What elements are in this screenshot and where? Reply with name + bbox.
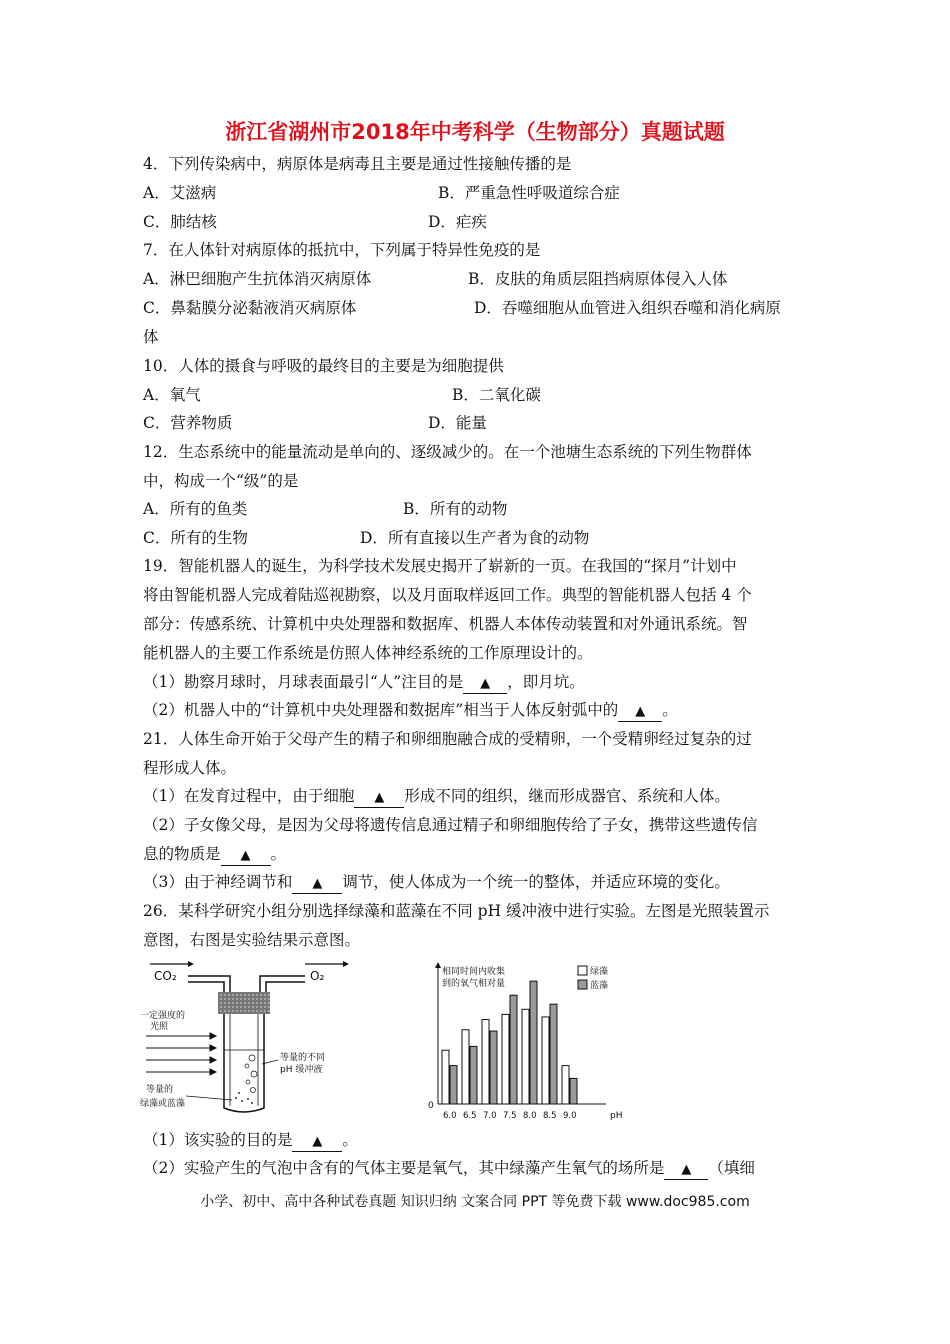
x-tick-label: 8.0 bbox=[523, 1111, 537, 1121]
bar-blue-algae-ph-8.0 bbox=[530, 981, 537, 1104]
q10-option-d: D．能量 bbox=[428, 414, 487, 432]
algae-label-line2: 绿藻或蓝藻 bbox=[140, 1099, 186, 1109]
q26-part2-blank[interactable] bbox=[664, 1159, 708, 1180]
q19-part2-text: （2）机器人中的“计算机中央处理器和数据库”相当于人体反射弧中的 bbox=[143, 701, 619, 719]
q26-part2-text: （2）实验产生的气泡中含有的气体主要是氧气，其中绿藻产生氧气的场所是 bbox=[143, 1159, 665, 1177]
q26-stem-line1: 26．某科学研究小组分别选择绿藻和蓝藻在不同 pH 缓冲液中进行实验。左图是光照装置示 bbox=[143, 902, 770, 920]
q19-stem-line2: 将由智能机器人完成着陆巡视勘察，以及月面取样返回工作。典型的智能机器人包括 4 个 bbox=[143, 586, 752, 604]
answer-blank-triangle-icon: ▲ bbox=[635, 704, 646, 719]
answer-blank-triangle-icon: ▲ bbox=[480, 676, 491, 691]
q26-part1 bbox=[143, 1130, 358, 1152]
bar-green-algae-ph-7.0 bbox=[482, 1020, 489, 1104]
x-tick-label: 7.5 bbox=[503, 1111, 517, 1121]
q21-stem-line2: 程形成人体。 bbox=[143, 759, 237, 777]
light-arrows bbox=[146, 1033, 216, 1075]
bar-green-algae-ph-7.5 bbox=[502, 1014, 509, 1104]
chart-ylabel-line1: 相同时间内收集 bbox=[442, 967, 506, 977]
q12-stem-line1: 12．生态系统中的能量流动是单向的、逐级减少的。在一个池塘生态系统的下列生物群体 bbox=[143, 443, 752, 461]
legend-swatch-green-algae bbox=[578, 966, 587, 975]
bar-blue-algae-ph-6.5 bbox=[470, 1046, 477, 1104]
q21-part1-text: （1）在发育过程中，由于细胞 bbox=[143, 787, 355, 805]
o2-label: O₂ bbox=[310, 969, 325, 983]
q21-part1 bbox=[143, 786, 730, 808]
q10-option-a: A．氧气 bbox=[143, 386, 201, 404]
q19-part1 bbox=[143, 672, 585, 694]
q12-option-d: D．所有直接以生产者为食的动物 bbox=[360, 529, 590, 547]
q19-part2-text-end: 。 bbox=[662, 701, 678, 719]
q12-option-a: A．所有的鱼类 bbox=[143, 500, 248, 518]
q7-option-c: C．鼻黏膜分泌黏液消灭病原体 bbox=[143, 299, 357, 317]
chart-xlabel: pH bbox=[610, 1111, 623, 1121]
q4-option-b: B．严重急性呼吸道综合症 bbox=[438, 184, 620, 202]
bar-blue-algae-ph-7.0 bbox=[490, 1031, 497, 1104]
chart-bars bbox=[442, 981, 577, 1104]
q21-part1-text-end: 形成不同的组织，继而形成器官、系统和人体。 bbox=[404, 787, 730, 805]
q12-option-b: B．所有的动物 bbox=[403, 500, 508, 518]
q19-part1-blank[interactable] bbox=[463, 673, 507, 694]
q21-part2-line1: （2）子女像父母，是因为父母将遗传信息通过精子和卵细胞传给了子女，携带这些遗传信 bbox=[143, 816, 758, 834]
q21-part2-blank[interactable] bbox=[221, 845, 271, 866]
stopper-texture bbox=[218, 992, 270, 1014]
q4-stem: 4．下列传染病中，病原体是病毒且主要是通过性接触传播的是 bbox=[143, 155, 572, 173]
legend-label-blue-algae: 蓝藻 bbox=[590, 981, 609, 991]
answer-blank-triangle-icon: ▲ bbox=[312, 876, 323, 891]
chart-tick-labels bbox=[443, 1111, 577, 1121]
bar-green-algae-ph-9.0 bbox=[562, 1066, 569, 1104]
buffer-label-line1: 等量的不同 bbox=[280, 1053, 326, 1063]
q21-stem-line1: 21．人体生命开始于父母产生的精子和卵细胞融合成的受精卵，一个受精卵经过复杂的过 bbox=[143, 730, 752, 748]
q21-part2-text-end: 。 bbox=[270, 845, 287, 863]
q19-part1-text-end: ，即月坑。 bbox=[507, 673, 585, 691]
bar-blue-algae-ph-9.0 bbox=[570, 1078, 577, 1104]
oxygen-ph-bar-chart bbox=[420, 958, 635, 1128]
q26-part2 bbox=[143, 1158, 755, 1180]
x-tick-label: 6.5 bbox=[463, 1111, 477, 1121]
q21-part1-blank[interactable] bbox=[354, 787, 404, 808]
q26-part1-blank[interactable] bbox=[292, 1131, 342, 1152]
bar-blue-algae-ph-8.5 bbox=[550, 1004, 557, 1104]
q26-part1-text-end: 。 bbox=[342, 1131, 358, 1149]
q12-stem-line2: 中，构成一个“级”的是 bbox=[143, 472, 299, 490]
q7-option-b: B．皮肤的角质层阻挡病原体侵入人体 bbox=[468, 270, 728, 288]
bar-blue-algae-ph-6.0 bbox=[450, 1066, 457, 1104]
x-tick-label: 7.0 bbox=[483, 1111, 497, 1121]
bar-green-algae-ph-6.5 bbox=[462, 1030, 469, 1104]
answer-blank-triangle-icon: ▲ bbox=[681, 1162, 692, 1177]
q19-part1-text: （1）勘察月球时，月球表面最引“人”注目的是 bbox=[143, 673, 464, 691]
q4-option-a: A．艾滋病 bbox=[143, 184, 217, 202]
q19-stem-line1: 19．智能机器人的诞生，为科学技术发展史揭开了崭新的一页。在我国的“探月”计划中 bbox=[143, 557, 737, 575]
q7-option-d: D．吞噬细胞从血管进入组织吞噬和消化病原 bbox=[474, 299, 781, 317]
q21-part3 bbox=[143, 872, 730, 894]
light-label-line1: 一定强度的 bbox=[140, 1011, 186, 1021]
answer-blank-triangle-icon: ▲ bbox=[374, 790, 385, 805]
q4-option-c: C．肺结核 bbox=[143, 213, 217, 231]
chart-ylabel-line2: 到的氧气相对量 bbox=[442, 979, 506, 989]
o2-outlet bbox=[260, 961, 349, 1002]
bar-green-algae-ph-8.0 bbox=[522, 1009, 529, 1104]
q19-stem-line4: 能机器人的主要工作系统是仿照人体神经系统的工作原理设计的。 bbox=[143, 644, 593, 662]
q26-stem-line2: 意图，右图是实验结果示意图。 bbox=[143, 931, 361, 949]
q19-part2-blank[interactable] bbox=[618, 701, 662, 722]
algae-label-line1: 等量的 bbox=[146, 1085, 174, 1095]
q7-stem: 7．在人体针对病原体的抵抗中，下列属于特异性免疫的是 bbox=[143, 241, 541, 259]
q12-option-c: C．所有的生物 bbox=[143, 529, 248, 547]
answer-blank-triangle-icon: ▲ bbox=[240, 848, 251, 863]
q19-part2 bbox=[143, 700, 678, 722]
q21-part2-line2 bbox=[143, 844, 286, 866]
q21-part3-blank[interactable] bbox=[292, 873, 342, 894]
legend-label-green-algae: 绿藻 bbox=[590, 967, 609, 977]
q21-part3-text-end: 调节，使人体成为一个统一的整体，并适应环境的变化。 bbox=[342, 873, 730, 891]
page-title: 浙江省湖州市2018年中考科学（生物部分）真题试题 bbox=[225, 120, 725, 144]
light-apparatus-diagram bbox=[140, 958, 370, 1118]
q7-option-d-continued: 体 bbox=[143, 328, 159, 346]
q10-option-c: C．营养物质 bbox=[143, 414, 233, 432]
bar-blue-algae-ph-7.5 bbox=[510, 995, 517, 1104]
x-tick-label: 6.0 bbox=[443, 1111, 457, 1121]
q4-option-d: D．疟疾 bbox=[428, 213, 487, 231]
q26-part2-text-end: （填细 bbox=[708, 1159, 755, 1177]
x-tick-label: 9.0 bbox=[563, 1111, 577, 1121]
bar-green-algae-ph-8.5 bbox=[542, 1017, 549, 1104]
q21-part3-text: （3）由于神经调节和 bbox=[143, 873, 293, 891]
q10-stem: 10．人体的摄食与呼吸的最终目的主要是为细胞提供 bbox=[143, 357, 504, 375]
bar-green-algae-ph-6.0 bbox=[442, 1050, 449, 1104]
q21-part2-text: 息的物质是 bbox=[143, 845, 221, 863]
chart-origin-label: 0 bbox=[428, 1101, 434, 1111]
answer-blank-triangle-icon: ▲ bbox=[312, 1134, 323, 1149]
q10-option-b: B．二氧化碳 bbox=[452, 386, 541, 404]
chart-legend bbox=[578, 965, 608, 991]
q26-part1-text: （1）该实验的目的是 bbox=[143, 1131, 293, 1149]
x-tick-label: 8.5 bbox=[543, 1111, 557, 1121]
legend-swatch-blue-algae bbox=[578, 980, 587, 989]
q7-option-a: A．淋巴细胞产生抗体消灭病原体 bbox=[143, 270, 372, 288]
q19-stem-line3: 部分：传感系统、计算机中央处理器和数据库、机器人本体传动装置和对外通讯系统。智 bbox=[143, 615, 748, 633]
co2-label: CO₂ bbox=[154, 969, 177, 983]
light-label-line2: 光照 bbox=[150, 1022, 169, 1032]
page-footer: 小学、初中、高中各种试卷真题 知识归纳 文案合同 PPT 等免费下载 www.doc985.com bbox=[200, 1194, 750, 1210]
buffer-label-line2: pH 缓冲液 bbox=[280, 1065, 323, 1075]
